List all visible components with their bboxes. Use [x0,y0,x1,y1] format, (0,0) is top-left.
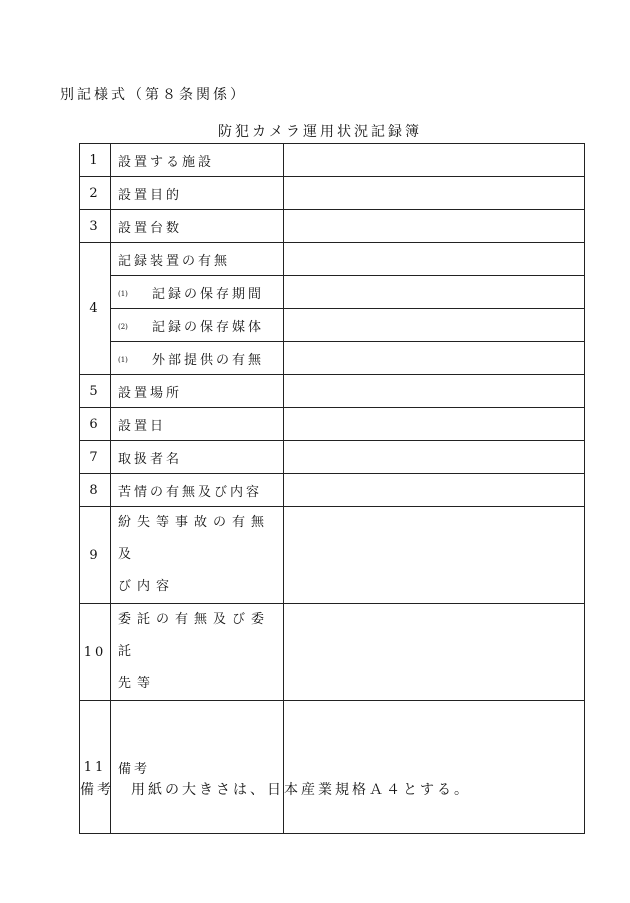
value-cell[interactable] [284,177,585,210]
row-number: 7 [80,441,111,474]
row-number: 4 [80,243,111,375]
value-cell[interactable] [284,309,585,342]
table-row [80,474,585,507]
value-cell[interactable] [284,144,585,177]
table-row [80,441,585,474]
row-label: 設置場所 [111,375,284,408]
table-row [80,408,585,441]
sub-item-text: 記録の保存媒体 [152,319,265,335]
row-label: 記録装置の有無 [111,243,284,276]
row-number: 6 [80,408,111,441]
table-row [80,342,585,375]
footer-note: 備考 用紙の大きさは、日本産業規格Ａ４とする。 [80,782,471,798]
row-number: 1 [80,144,111,177]
value-cell[interactable] [284,210,585,243]
form-reference-note: 別記様式（第８条関係） [60,87,247,103]
row-label [111,604,284,701]
table-row [80,309,585,342]
row-number: 9 [80,507,111,604]
value-cell[interactable] [284,342,585,375]
value-cell[interactable] [284,507,585,604]
row-number: 3 [80,210,111,243]
row-label: 備考 [111,701,284,834]
row-label: 苦情の有無及び内容 [111,474,284,507]
table-row [80,507,585,604]
table-row [80,243,585,276]
row-number: 10 [80,604,111,701]
document-title: 防犯カメラ運用状況記録簿 [218,124,422,140]
table-row [80,210,585,243]
sub-item-marker: (1) [118,290,128,298]
sub-item-text: 記録の保存期間 [152,286,265,302]
table-row [80,375,585,408]
record-table [79,143,585,834]
value-cell[interactable] [284,604,585,701]
value-cell[interactable] [284,701,585,834]
table-row [80,701,585,834]
sub-item-marker: (2) [118,323,128,331]
sub-row-label [111,276,284,309]
sub-item-text: 外部提供の有無 [152,352,265,368]
table-row [80,276,585,309]
table-row [80,604,585,701]
value-cell[interactable] [284,243,585,276]
row-number: 11 [80,701,111,834]
value-cell[interactable] [284,276,585,309]
sub-row-label [111,309,284,342]
value-cell[interactable] [284,408,585,441]
sub-row-label [111,342,284,375]
row-label: 取扱者名 [111,441,284,474]
row-label: 設置目的 [111,177,284,210]
sub-item-marker: (1) [118,356,128,364]
value-cell[interactable] [284,375,585,408]
row-label-line: び内容 [118,579,176,594]
row-number: 2 [80,177,111,210]
value-cell[interactable] [284,474,585,507]
row-label [111,507,284,604]
row-label-line: 紛失等事故の有無及 [118,515,271,562]
row-label-line: 先等 [118,676,157,691]
value-cell[interactable] [284,441,585,474]
row-label: 設置日 [111,408,284,441]
table-row [80,144,585,177]
row-number: 5 [80,375,111,408]
row-number: 8 [80,474,111,507]
table-row [80,177,585,210]
row-label-line: 委託の有無及び委託 [118,612,271,659]
row-label: 設置する施設 [111,144,284,177]
row-label: 設置台数 [111,210,284,243]
